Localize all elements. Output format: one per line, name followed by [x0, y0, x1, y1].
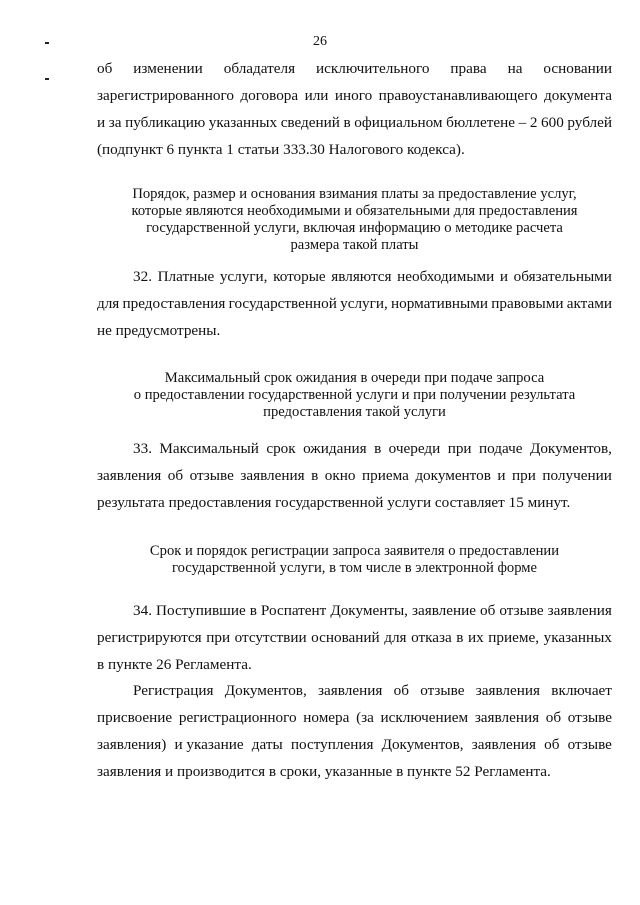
word: заявления [547, 602, 612, 619]
paragraph-line [97, 709, 612, 727]
paragraph-line [97, 87, 612, 105]
word: их [468, 629, 484, 646]
word: об [544, 736, 560, 753]
word: заявления [97, 467, 162, 484]
word: рублей [567, 114, 612, 131]
word: публикацию [125, 114, 206, 131]
word: документа [544, 87, 612, 104]
word: Документов, [381, 736, 464, 753]
word: – [518, 114, 527, 131]
word: отзыве [567, 736, 612, 753]
word: регистрационного [178, 709, 297, 726]
word: изменении [133, 60, 203, 77]
word: отзыве [189, 467, 234, 484]
word: Документы, [330, 602, 408, 619]
word: поступления [290, 736, 374, 753]
word: очереди [388, 440, 441, 457]
word: заявления [318, 682, 383, 699]
word: об [545, 709, 562, 726]
word: ожидания [303, 440, 367, 457]
word: основании [543, 60, 612, 77]
word: являются [331, 268, 392, 285]
word: приема [361, 467, 409, 484]
word: заявление [411, 602, 476, 619]
paragraph-line: в пункте 26 Регламента. [97, 656, 252, 673]
word: права [450, 60, 487, 77]
word: предоставления [122, 295, 226, 312]
word: указанных [543, 629, 612, 646]
word: 33. [133, 440, 152, 457]
word: отзыве [499, 602, 544, 619]
word: услуги, [219, 268, 268, 285]
paragraph-line: (подпункт 6 пункта 1 статьи 333.30 Налогового кодекса). [97, 141, 465, 158]
word: Роспатент [260, 602, 327, 619]
word: зарегистрированного [97, 87, 234, 104]
word: в [374, 440, 382, 457]
word: об [393, 682, 409, 699]
word: заявления) [97, 736, 167, 753]
word: и [499, 268, 509, 285]
word: подаче [478, 440, 523, 457]
word: для [384, 629, 407, 646]
word: Платные [157, 268, 215, 285]
word: официальном [354, 114, 443, 131]
word: (за [356, 709, 374, 726]
word: оснований [311, 629, 380, 646]
paragraph-line [97, 60, 612, 78]
word: в [456, 629, 464, 646]
word: необходимыми [397, 268, 495, 285]
word: услуги, [340, 295, 388, 312]
word: присвоение [97, 709, 173, 726]
word: Документов, [224, 682, 307, 699]
word: окно [324, 467, 356, 484]
section-heading: Максимальный срок ожидания в очереди при подаче запроса о предоставлении государственной услуги и при получении результата предоставления такой услуги [133, 370, 576, 420]
paragraph-line [133, 682, 612, 700]
word: отзыве [567, 709, 612, 726]
word: об [480, 602, 496, 619]
word: регистрируются [97, 629, 202, 646]
paragraph-line [133, 602, 612, 620]
word: Максимальный [159, 440, 259, 457]
word: нормативными [391, 295, 488, 312]
word: иного [334, 87, 373, 104]
word: правоустанавливающего [378, 87, 538, 104]
paragraph-line [97, 467, 612, 485]
section-heading: Срок и порядок регистрации запроса заявителя о предоставлении государственной услуги, в том числе в электронной форме [149, 543, 560, 576]
word: Документов, [529, 440, 612, 457]
word: 2 [529, 114, 538, 131]
word: бюллетене [446, 114, 515, 131]
word: отказа [411, 629, 452, 646]
word: при [206, 629, 231, 646]
word: об [167, 467, 184, 484]
word: отзыве [420, 682, 465, 699]
paragraph-line: заявления и производится в сроки, указанные в пункте 52 Регламента. [97, 763, 551, 780]
word: и [97, 114, 106, 131]
word: включает [551, 682, 612, 699]
paragraph-line [133, 268, 612, 286]
word: обладателя [223, 60, 296, 77]
word: об [97, 60, 113, 77]
paragraph-line [97, 736, 612, 754]
word: отсутствии [234, 629, 307, 646]
word: сведений [280, 114, 340, 131]
word: заявления [471, 736, 537, 753]
word: получении [542, 467, 612, 484]
word: и указание [174, 736, 244, 753]
paragraph-line [97, 295, 612, 313]
word: заявления [474, 709, 540, 726]
word: Регистрация [133, 682, 214, 699]
word: которые [273, 268, 326, 285]
word: или [304, 87, 329, 104]
paragraph-line [133, 440, 612, 458]
paragraph-line [97, 629, 612, 647]
word: за [108, 114, 122, 131]
word: заявления [475, 682, 540, 699]
word: срок [266, 440, 296, 457]
paragraph-line: не предусмотрены. [97, 322, 221, 339]
word: документов [415, 467, 491, 484]
word: обязательными [513, 268, 612, 285]
word: для [97, 295, 120, 312]
word: исключительного [316, 60, 430, 77]
word: 32. [133, 268, 152, 285]
paragraph-line: результата предоставления государственной услуги составляет 15 минут. [97, 494, 571, 511]
section-heading: Порядок, размер и основания взимания платы за предоставление услуг, которые являются необходимыми и обязательными для предоставления государственной услуги, включая информацию о методике расчета размера такой платы [131, 186, 578, 253]
word: номера [303, 709, 350, 726]
word: при [447, 440, 472, 457]
scan-mark [45, 78, 49, 80]
word: 600 [541, 114, 564, 131]
word: на [507, 60, 523, 77]
paragraph-line [97, 114, 612, 132]
word: при [512, 467, 536, 484]
word: актами [566, 295, 612, 312]
word: правовыми [491, 295, 564, 312]
word: государственной [228, 295, 337, 312]
word: приеме, [488, 629, 540, 646]
word: исключением [380, 709, 469, 726]
word: в [249, 602, 257, 619]
page-number: 26 [313, 34, 327, 49]
word: Поступившие [156, 602, 246, 619]
word: даты [251, 736, 283, 753]
word: заявления [240, 467, 305, 484]
word: в [343, 114, 351, 131]
word: 34. [133, 602, 152, 619]
word: в [311, 467, 319, 484]
word: указанных [208, 114, 278, 131]
word: и [497, 467, 506, 484]
word: договора [240, 87, 299, 104]
